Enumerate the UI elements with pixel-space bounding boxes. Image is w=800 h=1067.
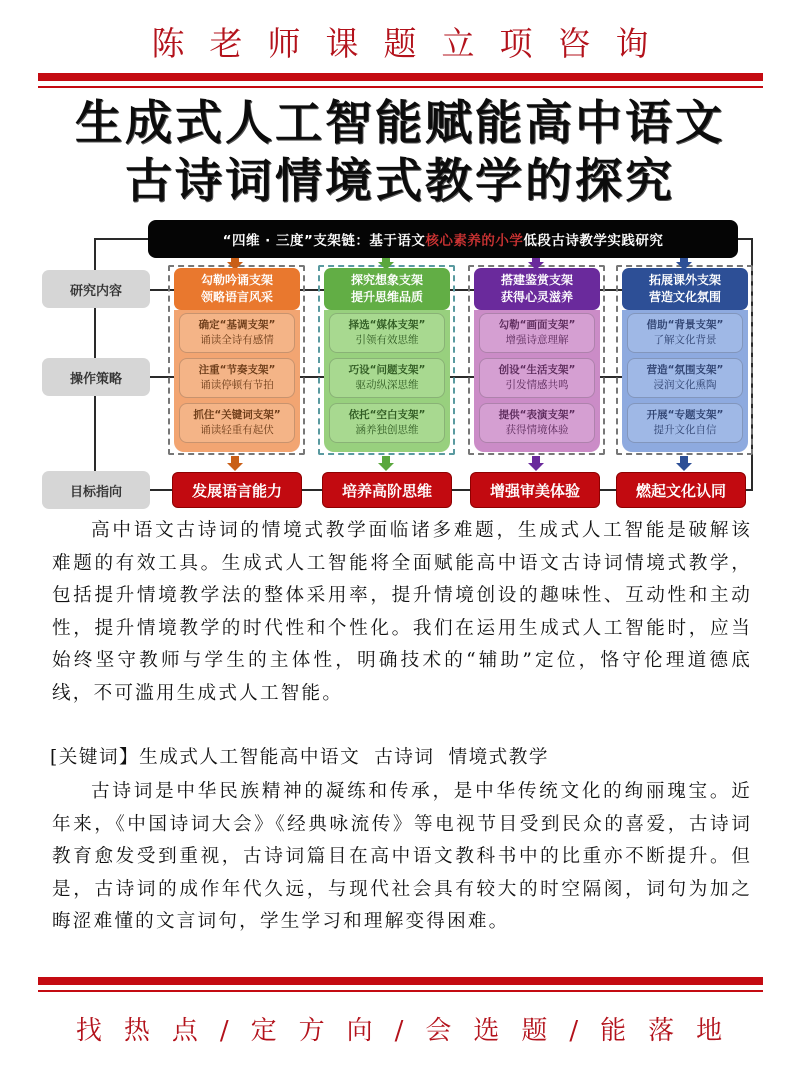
strategy-box: 巧设“问题支架” 驱动纵深思维 [329,358,445,398]
column-2-body [324,310,450,452]
row-label-research-content: 研究内容 [42,270,150,308]
strategy-box: 择选“媒体支架” 引领有效思维 [329,313,445,353]
intro-paragraph: 古诗词是中华民族精神的凝练和传承，是中华传统文化的绚丽瑰宝。近年来，《中国诗词大会》《经典咏流传》等电视节目受到民众的喜爱，古诗词教育愈发受到重视，古诗词篇目在高中语文教科书中的比重亦不断提升。但是，古诗词的成作年代久远，与现代社会具有较大的时空隔阂，词句为加之晦涩难懂的文言词句，学生学习和理解变得困难。 [52,781,752,932]
goal-box-culture: 燃起文化认同 [616,472,746,508]
diagram-header [148,220,738,258]
keywords-line [50,743,549,769]
bottom-divider-thin [38,990,763,992]
column-4-head: 拓展课外支架 营造文化氛围 [622,268,748,310]
row-label-strategy: 操作策略 [42,358,150,396]
arrow-down-icon [227,463,243,471]
column-1-head: 勾勒吟诵支架 领略语言风采 [174,268,300,310]
column-1-body [174,310,300,452]
keyword: 情境式教学 [448,747,549,768]
strategy-box: 抓住“关键词支架” 诵读轻重有起伏 [179,403,295,443]
header-text-highlight: 核心素养的小学 [425,233,524,249]
keyword: 生成式人工智能高中语文 [139,747,361,768]
arrow-down-icon [528,463,544,471]
strategy-box: 创设“生活支架” 引发情感共鸣 [479,358,595,398]
top-divider-thick [38,73,763,81]
strategy-box: 注重“节奏支架” 诵读停顿有节拍 [179,358,295,398]
keyword: 古诗词 [374,747,435,768]
arrow-down-icon [676,463,692,471]
goal-box-thinking: 培养高阶思维 [322,472,452,508]
header-left-connector [94,238,150,240]
strategy-box: 开展“专题支架” 提升文化自信 [627,403,743,443]
arrow-down-icon [378,463,394,471]
header-right-connector [738,238,752,240]
bottom-divider-thick [38,977,763,985]
column-3-head: 搭建鉴赏支架 获得心灵滋养 [474,268,600,310]
abstract-paragraph: 高中语文古诗词的情境式教学面临诸多难题，生成式人工智能是破解该难题的有效工具。生成式人工智能将全面赋能高中语文古诗词情境式教学，包括提升情境教学法的整体采用率，提升情境创设的趣味性、互动性和主动性，提升情境教学的时代性和个性化。我们在运用生成式人工智能时，应当始终坚守教师与学生的主体性，明确技术的“辅助”定位，恪守伦理道德底线，不可滥用生成式人工智能。 [52,520,752,704]
top-divider-thin [38,86,763,88]
header-text-prefix: “四维 · 三度”支架链：基于语文 [222,233,426,249]
consulting-banner: 陈老师课题立项咨询 [151,23,674,63]
strategy-box: 营造“氛围支架” 浸润文化熏陶 [627,358,743,398]
goal-box-aesthetic: 增强审美体验 [470,472,600,508]
strategy-box: 借助“背景支架” 了解文化背景 [627,313,743,353]
strategy-box: 勾勒“画面支架” 增强诗意理解 [479,313,595,353]
strategy-box: 确定“基调支架” 诵读全诗有感情 [179,313,295,353]
framework-diagram [38,218,768,510]
header-text-suffix: 低段古诗教学实践研究 [523,233,664,249]
column-4-body [622,310,748,452]
slogan-banner: 找热点/定方向/会选题/能落地 [75,1015,745,1046]
page-title-line2: 古诗词情境式教学的探究 [125,154,675,209]
goal-box-language: 发展语言能力 [172,472,302,508]
strategy-box: 提供“表演支架” 获得情境体验 [479,403,595,443]
column-3-body [474,310,600,452]
strategy-box: 依托“空白支架” 涵养独创思维 [329,403,445,443]
keywords-label: [关键词】 [50,747,140,768]
column-2-head: 探究想象支架 提升思维品质 [324,268,450,310]
page-title-line1: 生成式人工智能赋能高中语文 [75,96,725,151]
row-label-goal: 目标指向 [42,471,150,509]
